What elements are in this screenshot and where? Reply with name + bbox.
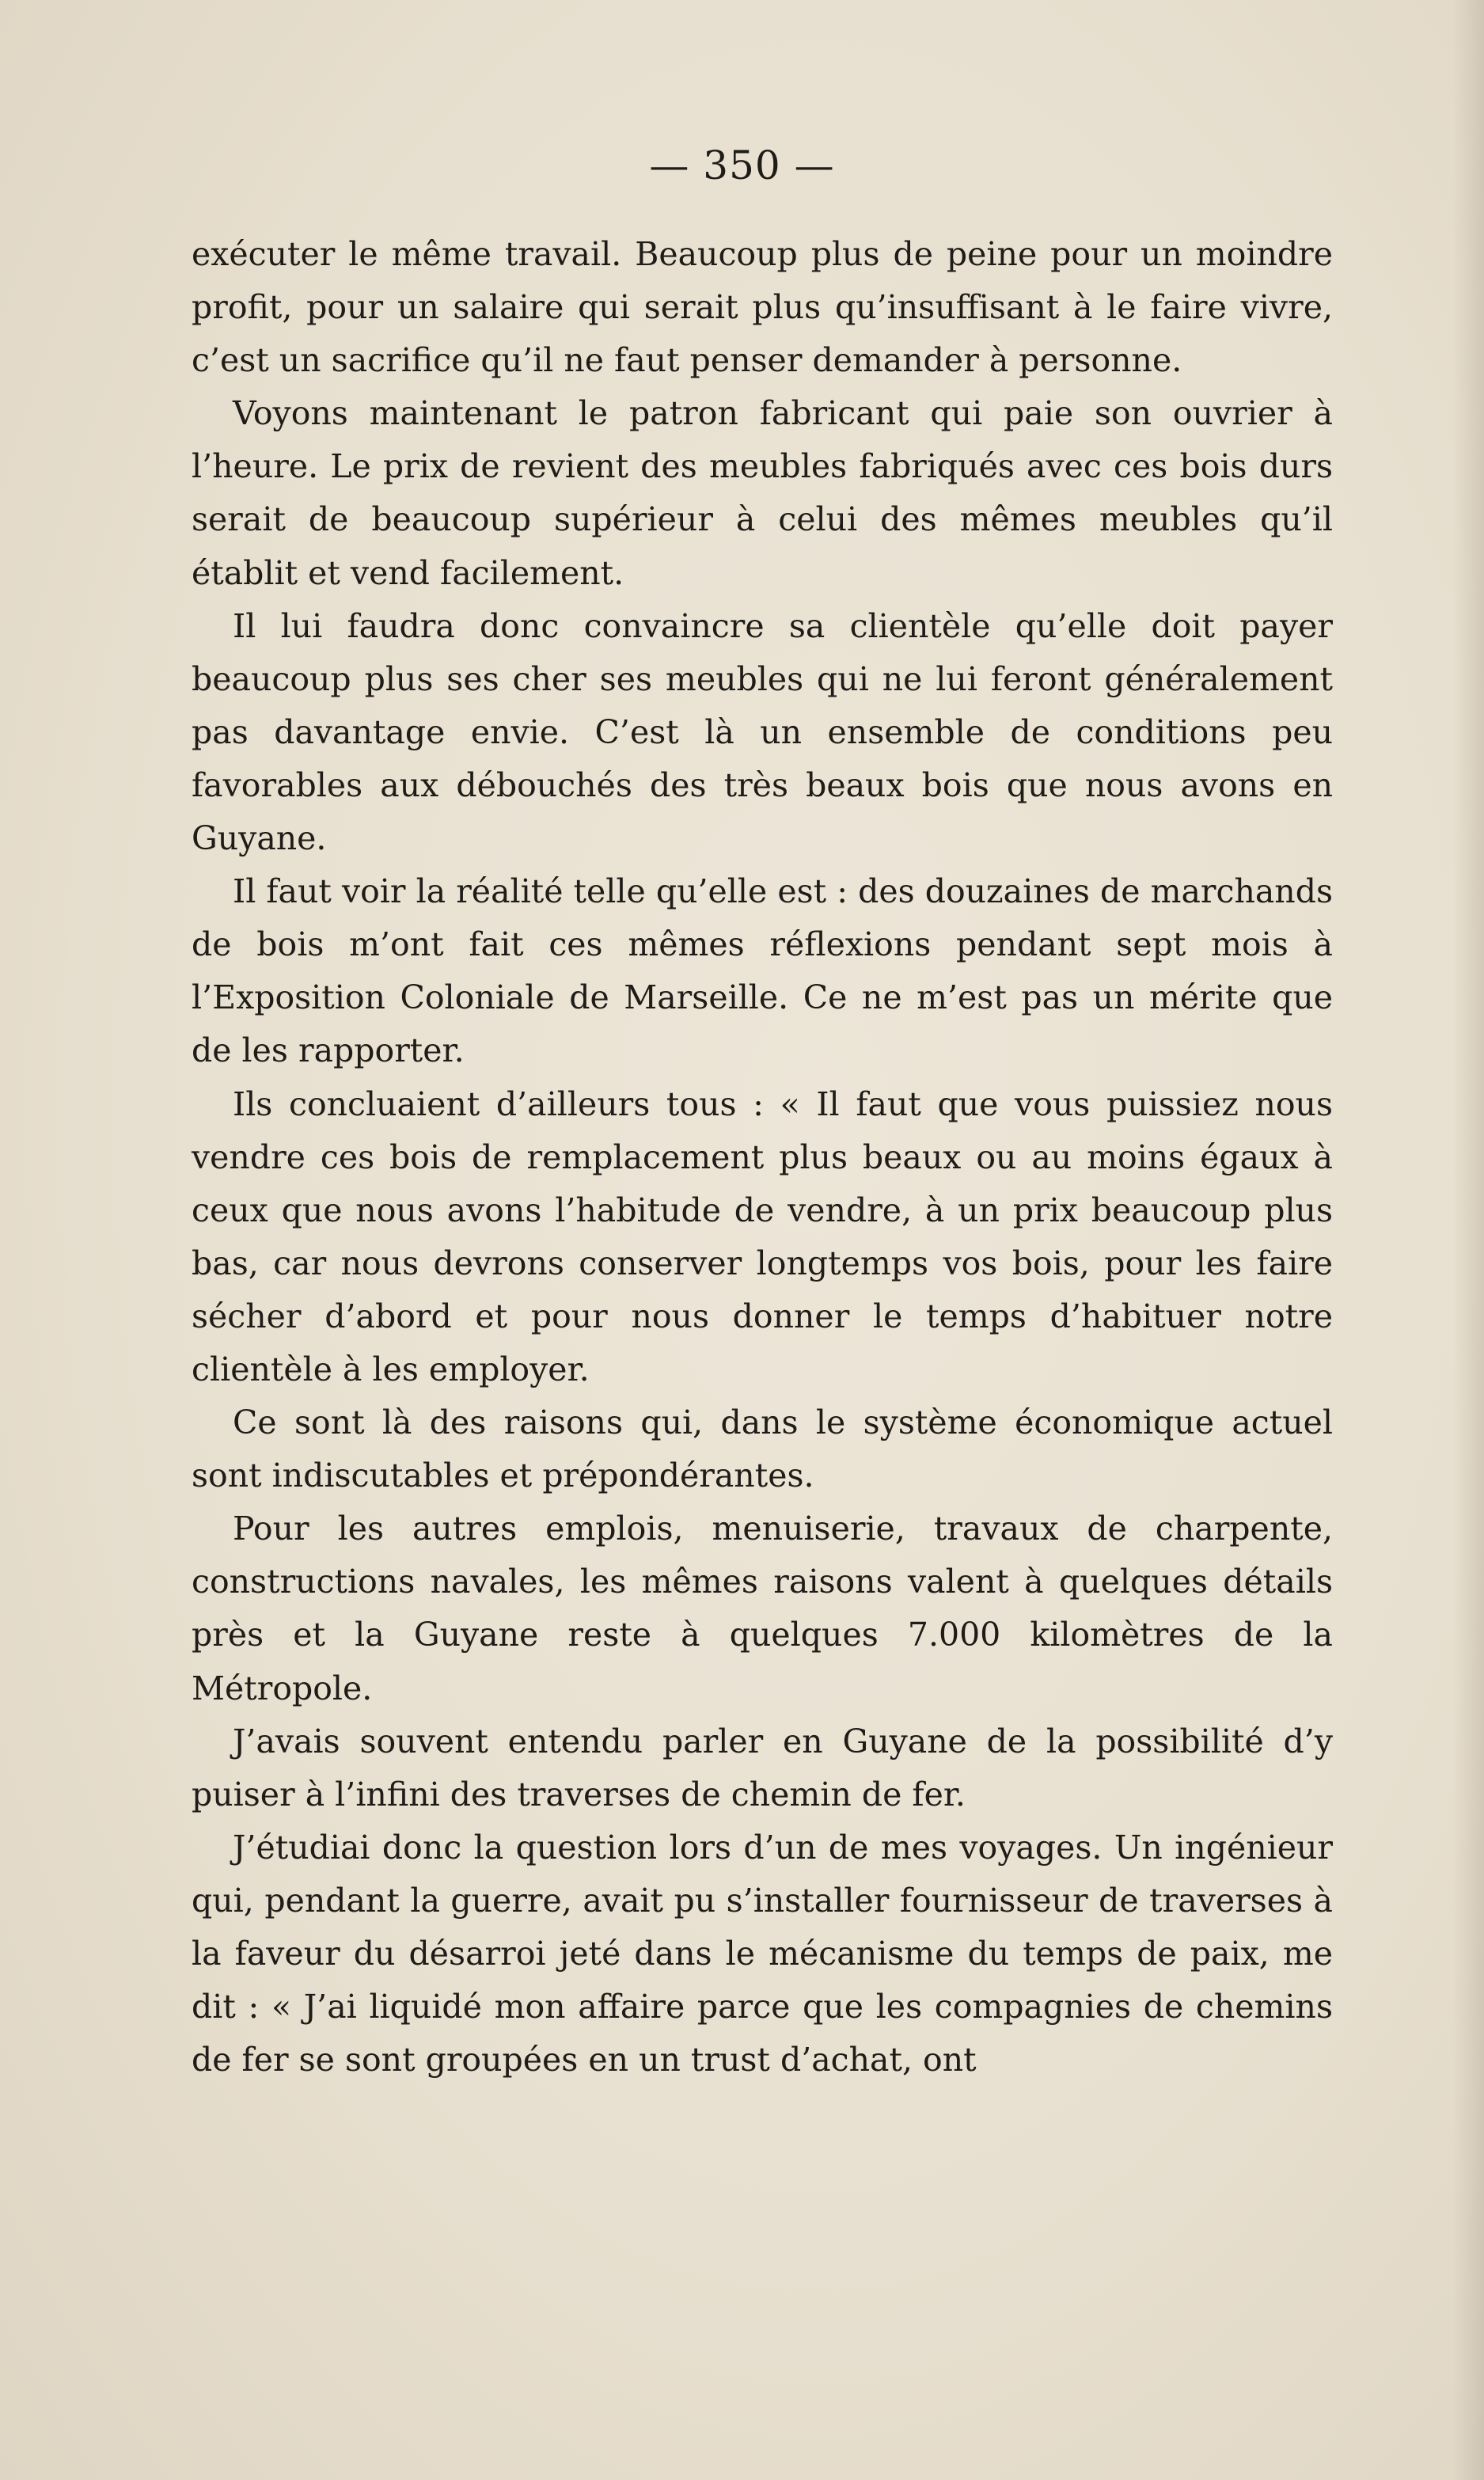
paragraph: J’étudiai donc la question lors d’un de mes voyages. Un ingénieur qui, pendant la guerre, avait pu s’installer fournisseur de traverses à la faveur du désarroi jeté dans le mécanisme du temps de paix, me dit : « J’ai liquidé mon affaire parce que les compagnies de chemins de fer se sont groupées en un trust d’achat, ont xyxy=(192,1828,1333,2079)
paragraph: exécuter le même travail. Beaucoup plus de peine pour un moindre profit, pour un salaire qui serait plus qu’insuffisant à le faire vivre, c’est un sacrifice qu’il ne faut penser demander à personne. xyxy=(192,235,1333,380)
paragraph: Il faut voir la réalité telle qu’elle est : des douzaines de marchands de bois m’ont fait ces mêmes réflexions pendant sept mois à l’Exposition Coloniale de Marseille. Ce ne m’est pas un mérite que de les rapporter. xyxy=(192,872,1333,1070)
paragraph: Pour les autres emplois, menuiserie, travaux de charpente, constructions navales, les mêmes raisons valent à quelques détails près et la Guyane reste à quelques 7.000 kilomètres de la Métropole. xyxy=(192,1510,1333,1707)
paragraph: Il lui faudra donc convaincre sa clientèle qu’elle doit payer beaucoup plus ses cher ses meubles qui ne lui feront généralement pas davantage envie. C’est là un ensemble de conditions peu favorables aux débouchés des très beaux bois que nous avons en Guyane. xyxy=(192,606,1333,858)
paragraph: J’avais souvent entendu parler en Guyane de la possibilité d’y puiser à l’infini des traverses de chemin de fer. xyxy=(192,1722,1333,1813)
paragraph: Ce sont là des raisons qui, dans le système économique actuel sont indiscutables et prépondérantes. xyxy=(192,1403,1333,1495)
paragraph: Voyons maintenant le patron fabricant qui paie son ouvrier à l’heure. Le prix de revient des meubles fabriqués avec ces bois durs serait de beaucoup supérieur à celui des mêmes meubles qu’il établit et vend facilement. xyxy=(192,394,1333,592)
page-number: — 350 — xyxy=(649,142,835,188)
body-text xyxy=(192,228,1333,2087)
paragraph: Ils concluaient d’ailleurs tous : « Il faut que vous puissiez nous vendre ces bois de remplacement plus beaux ou au moins égaux à ceux que nous avons l’habitude de vendre, à un prix beaucoup plus bas, car nous devrons conserver longtemps vos bois, pour les faire sécher d’abord et pour nous donner le temps d’habituer notre clientèle à les employer. xyxy=(192,1084,1333,1388)
